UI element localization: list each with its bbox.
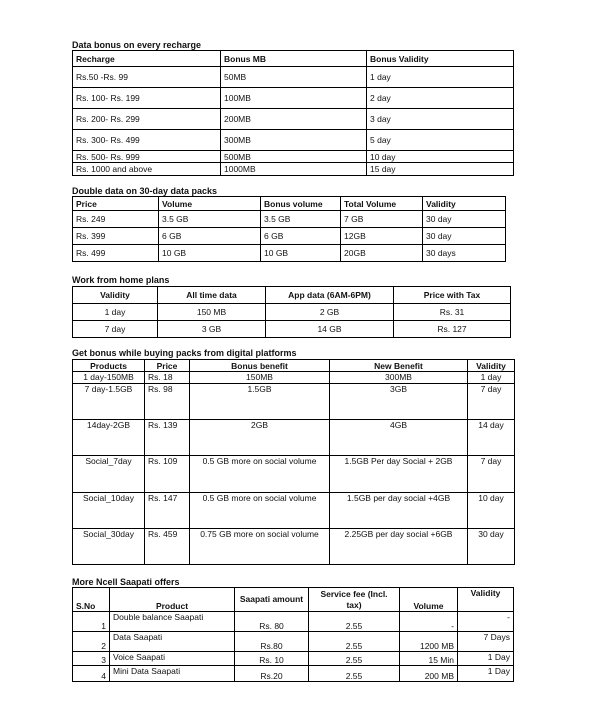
cell: 0.5 GB more on social volume — [190, 493, 330, 529]
table-row — [73, 211, 506, 228]
header-validity: Validity — [468, 360, 515, 372]
cell: 150 MB — [158, 304, 266, 321]
cell: 7 day-1.5GB — [73, 384, 145, 420]
header-service-fee: Service fee (Incl. tax) — [309, 588, 400, 612]
cell: 30 day — [468, 529, 515, 565]
header-bonus-benefit: Bonus benefit — [190, 360, 330, 372]
cell: 3 day — [367, 109, 514, 130]
recharge-title: Data bonus on every recharge — [72, 40, 202, 50]
header-price: Price — [145, 360, 190, 372]
cell: 3 GB — [158, 321, 266, 338]
cell: 10 day — [468, 493, 515, 529]
digital-title: Get bonus while buying packs from digital platforms — [72, 348, 297, 358]
table-row — [73, 151, 514, 163]
cell: 7 GB — [341, 211, 423, 228]
header-volume: Volume — [400, 588, 458, 612]
cell: Rs.50 -Rs. 99 — [73, 67, 221, 88]
header-bonus-volume: Bonus volume — [261, 197, 341, 211]
cell: Rs. 80 — [235, 612, 309, 632]
cell: 2 day — [367, 88, 514, 109]
table-row — [73, 456, 515, 493]
cell: 1.5GB per day social +4GB — [330, 493, 468, 529]
header-validity: Validity — [73, 287, 158, 304]
cell: Mini Data Saapati — [110, 666, 235, 682]
table-row — [73, 228, 506, 245]
header-bonus-validity: Bonus Validity — [367, 51, 514, 67]
cell: 14 day — [468, 420, 515, 456]
recharge-table — [72, 50, 514, 176]
saapati-table — [72, 587, 514, 682]
cell: Rs. 300- Rs. 499 — [73, 130, 221, 151]
header-saapati-amount: Saapati amount — [235, 588, 309, 612]
header-new-benefit: New Benefit — [330, 360, 468, 372]
cell: 1 day-150MB — [73, 372, 145, 384]
cell: 20GB — [341, 245, 423, 262]
cell: 1 Day — [458, 652, 514, 666]
cell: 2.25GB per day social +6GB — [330, 529, 468, 565]
table-row — [73, 130, 514, 151]
cell: 7 day — [468, 456, 515, 493]
saapati-title: More Ncell Saapati offers — [72, 577, 180, 587]
cell: 7 day — [468, 384, 515, 420]
header-volume: Volume — [159, 197, 261, 211]
cell: 1 — [73, 612, 110, 632]
cell: 1.5GB Per day Social + 2GB — [330, 456, 468, 493]
table-row — [73, 632, 514, 652]
cell: Rs. 249 — [73, 211, 159, 228]
table-row — [73, 304, 511, 321]
table-row — [73, 88, 514, 109]
header-sno: S.No — [73, 588, 110, 612]
cell: Rs. 31 — [394, 304, 511, 321]
cell: 0.75 GB more on social volume — [190, 529, 330, 565]
cell: 14 GB — [266, 321, 394, 338]
cell: 10 day — [367, 151, 514, 163]
cell: Double balance Saapati — [110, 612, 235, 632]
cell: 300MB — [221, 130, 367, 151]
header-product: Product — [110, 588, 235, 612]
header-price: Price — [73, 197, 159, 211]
cell: - — [458, 612, 514, 632]
table-row — [73, 384, 515, 420]
cell: Data Saapati — [110, 632, 235, 652]
cell: 2GB — [190, 420, 330, 456]
cell: 4 — [73, 666, 110, 682]
cell: 7 Days — [458, 632, 514, 652]
header-app-data: App data (6AM-6PM) — [266, 287, 394, 304]
table-row — [73, 529, 515, 565]
cell: 15 day — [367, 163, 514, 176]
cell: 1 day — [468, 372, 515, 384]
cell: Rs. 147 — [145, 493, 190, 529]
cell: 30 day — [423, 228, 506, 245]
cell: 2 — [73, 632, 110, 652]
cell: 15 Min — [400, 652, 458, 666]
cell: 1.5GB — [190, 384, 330, 420]
double-data-table — [72, 196, 506, 262]
cell: 100MB — [221, 88, 367, 109]
cell: Rs. 499 — [73, 245, 159, 262]
cell: 10 GB — [261, 245, 341, 262]
cell: Rs. 98 — [145, 384, 190, 420]
cell: 300MB — [330, 372, 468, 384]
table-row — [73, 245, 506, 262]
cell: 30 day — [423, 211, 506, 228]
cell: Rs. 109 — [145, 456, 190, 493]
cell: 3GB — [330, 384, 468, 420]
cell: 50MB — [221, 67, 367, 88]
cell: 2.55 — [309, 612, 400, 632]
table-row — [73, 372, 515, 384]
cell: 3.5 GB — [159, 211, 261, 228]
cell: 0.5 GB more on social volume — [190, 456, 330, 493]
table-row — [73, 321, 511, 338]
cell: 3.5 GB — [261, 211, 341, 228]
cell: Rs. 100- Rs. 199 — [73, 88, 221, 109]
header-validity: Validity — [423, 197, 506, 211]
cell: 6 GB — [261, 228, 341, 245]
cell: Social_10day — [73, 493, 145, 529]
cell: 3 — [73, 652, 110, 666]
cell: 6 GB — [159, 228, 261, 245]
cell: 1200 MB — [400, 632, 458, 652]
cell: Rs. 18 — [145, 372, 190, 384]
cell: 200MB — [221, 109, 367, 130]
cell: Rs. 399 — [73, 228, 159, 245]
cell: 7 day — [73, 321, 158, 338]
header-total-volume: Total Volume — [341, 197, 423, 211]
cell: 2.55 — [309, 652, 400, 666]
header-validity: Validity — [458, 588, 514, 612]
table-row — [73, 652, 514, 666]
cell: 30 days — [423, 245, 506, 262]
cell: 1 day — [367, 67, 514, 88]
header-bonus-mb: Bonus MB — [221, 51, 367, 67]
cell: Rs. 200- Rs. 299 — [73, 109, 221, 130]
cell: Rs. 500- Rs. 999 — [73, 151, 221, 163]
cell: 2 GB — [266, 304, 394, 321]
cell: Rs. 139 — [145, 420, 190, 456]
cell: Rs. 10 — [235, 652, 309, 666]
table-row — [73, 666, 514, 682]
table-row — [73, 109, 514, 130]
cell: Voice Saapati — [110, 652, 235, 666]
header-price-with-tax: Price with Tax — [394, 287, 511, 304]
cell: 5 day — [367, 130, 514, 151]
cell: 2.55 — [309, 632, 400, 652]
table-row — [73, 493, 515, 529]
wfh-title: Work from home plans — [72, 275, 170, 285]
cell: Rs. 127 — [394, 321, 511, 338]
cell: 12GB — [341, 228, 423, 245]
cell: 2.55 — [309, 666, 400, 682]
cell: Social_7day — [73, 456, 145, 493]
cell: - — [400, 612, 458, 632]
wfh-table — [72, 286, 511, 338]
cell: 14day-2GB — [73, 420, 145, 456]
header-all-time-data: All time data — [158, 287, 266, 304]
cell: 500MB — [221, 151, 367, 163]
table-row — [73, 612, 514, 632]
header-products: Products — [73, 360, 145, 372]
cell: 4GB — [330, 420, 468, 456]
cell: Rs. 1000 and above — [73, 163, 221, 176]
cell: Rs. 459 — [145, 529, 190, 565]
cell: Rs.20 — [235, 666, 309, 682]
header-recharge: Recharge — [73, 51, 221, 67]
cell: Rs.80 — [235, 632, 309, 652]
table-row — [73, 163, 514, 176]
double-data-title: Double data on 30-day data packs — [72, 186, 218, 196]
cell: 1 day — [73, 304, 158, 321]
cell: 10 GB — [159, 245, 261, 262]
cell: 1000MB — [221, 163, 367, 176]
digital-table — [72, 359, 515, 565]
cell: 150MB — [190, 372, 330, 384]
table-row — [73, 67, 514, 88]
cell: Social_30day — [73, 529, 145, 565]
table-row — [73, 420, 515, 456]
cell: 200 MB — [400, 666, 458, 682]
cell: 1 Day — [458, 666, 514, 682]
